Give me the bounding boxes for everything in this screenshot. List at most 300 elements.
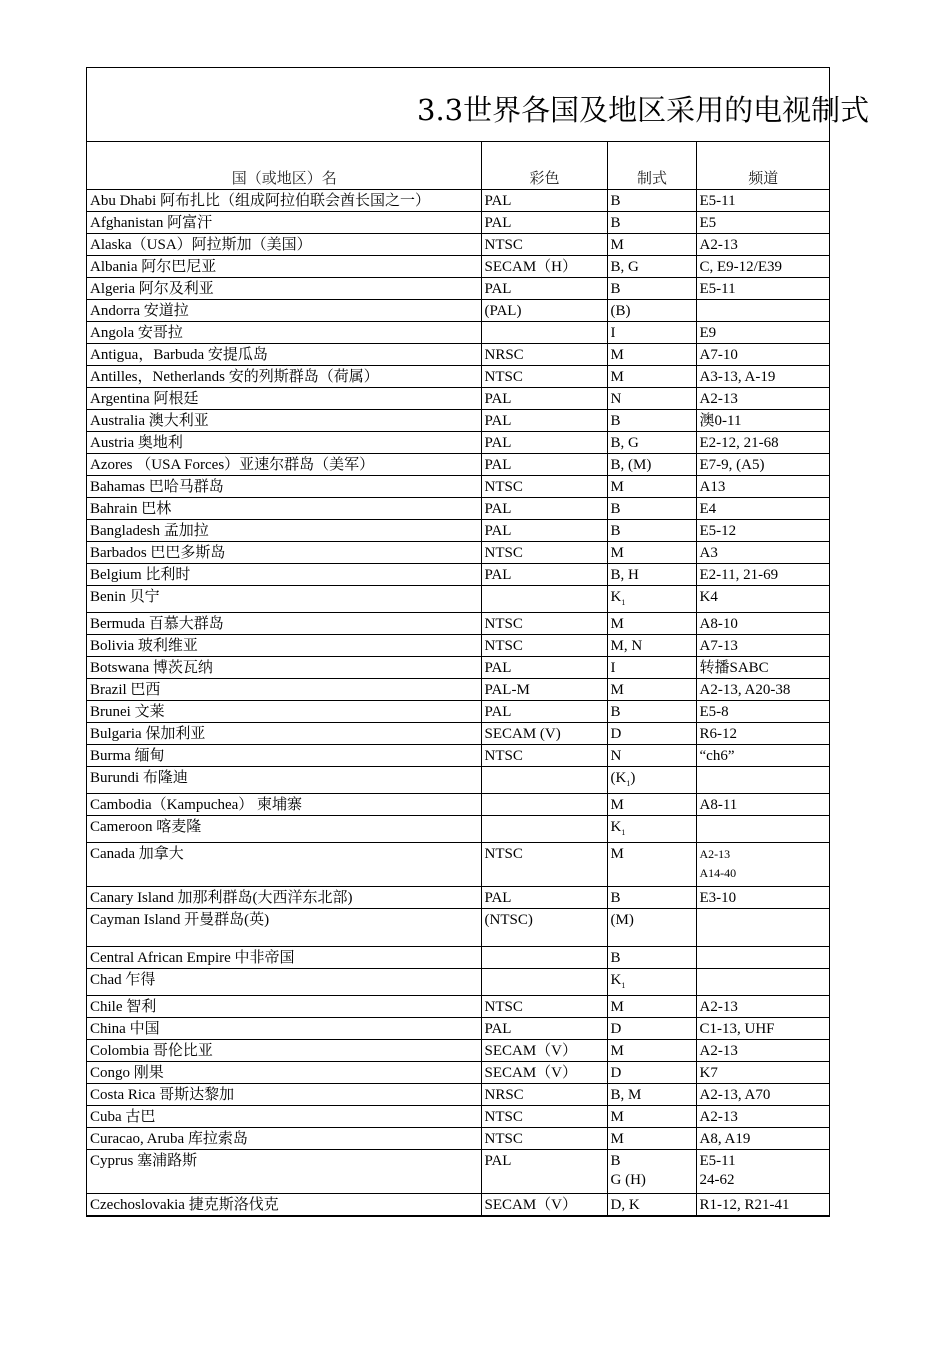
- cell-channel: [696, 815, 829, 842]
- cell-channel: [696, 842, 829, 886]
- cell-channel: [696, 700, 829, 722]
- cell-system: [607, 1017, 696, 1039]
- cell-country: [87, 612, 481, 634]
- cell-text: Cayman Island 开曼群岛(英): [90, 911, 270, 928]
- cell-system: [607, 908, 696, 946]
- cell-text: M: [610, 1108, 624, 1125]
- cell-text: A8, A19: [699, 1130, 751, 1147]
- cell-text: N: [610, 747, 622, 764]
- cell-system: [607, 563, 696, 585]
- cell-channel: [696, 1127, 829, 1149]
- cell-color: [481, 815, 607, 842]
- cell-text: E2-12, 21-68: [699, 434, 779, 451]
- cell-text: (M): [610, 911, 634, 928]
- cell-system: [607, 722, 696, 744]
- cell-country: [87, 968, 481, 995]
- table-row: [87, 453, 829, 475]
- cell-text: A8-10: [699, 615, 738, 632]
- cell-color: [481, 387, 607, 409]
- cell-country: [87, 387, 481, 409]
- cell-country: [87, 634, 481, 656]
- cell-color: [481, 1017, 607, 1039]
- cell-text: A2-13: [699, 236, 738, 253]
- cell-system: [607, 1039, 696, 1061]
- cell-text: Czechoslovakia 捷克斯洛伐克: [90, 1196, 279, 1213]
- cell-text: (NTSC): [484, 911, 533, 928]
- cell-text: K4: [699, 588, 718, 605]
- cell-color: [481, 321, 607, 343]
- cell-text: B: [610, 192, 621, 209]
- cell-system: [607, 842, 696, 886]
- table-row: [87, 744, 829, 766]
- cell-color: [481, 886, 607, 908]
- cell-channel: [696, 585, 829, 612]
- cell-text: R1-12, R21-41: [699, 1196, 790, 1213]
- cell-system: [607, 968, 696, 995]
- table-row: [87, 678, 829, 700]
- table-row: [87, 277, 829, 299]
- cell-text: PAL: [484, 456, 512, 473]
- cell-system: [607, 277, 696, 299]
- cell-color: [481, 497, 607, 519]
- cell-system: [607, 1105, 696, 1127]
- table-row: [87, 585, 829, 612]
- cell-color: [481, 700, 607, 722]
- cell-text: A2-13: [699, 846, 731, 861]
- cell-channel: [696, 343, 829, 365]
- cell-text: NTSC: [484, 637, 523, 654]
- cell-text: N: [610, 390, 622, 407]
- cell-text: B: [610, 280, 621, 297]
- cell-text: A2-13: [699, 998, 738, 1015]
- cell-channel: [696, 321, 829, 343]
- cell-country: [87, 409, 481, 431]
- cell-text: E3-10: [699, 889, 737, 906]
- cell-channel: [696, 365, 829, 387]
- cell-country: [87, 1193, 481, 1215]
- cell-text: Brunei 文莱: [90, 703, 165, 720]
- cell-country: [87, 1061, 481, 1083]
- cell-country: [87, 343, 481, 365]
- table-row: [87, 1105, 829, 1127]
- cell-country: [87, 678, 481, 700]
- cell-country: [87, 1039, 481, 1061]
- cell-text: Angola 安哥拉: [90, 324, 183, 341]
- table-row: [87, 722, 829, 744]
- cell-system: [607, 1193, 696, 1215]
- cell-text: Colombia 哥伦比亚: [90, 1042, 213, 1059]
- cell-system: [607, 475, 696, 497]
- cell-text: E5-12: [699, 522, 737, 539]
- cell-text: B: [610, 949, 621, 966]
- cell-text: PAL: [484, 192, 512, 209]
- cell-text: A2-13, A20-38: [699, 681, 791, 698]
- cell-country: [87, 722, 481, 744]
- cell-text: Costa Rica 哥斯达黎加: [90, 1086, 235, 1103]
- cell-country: [87, 189, 481, 211]
- cell-text: M: [610, 681, 624, 698]
- cell-color: [481, 842, 607, 886]
- cell-text: Central African Empire 中非帝国: [90, 949, 295, 966]
- table-row: [87, 700, 829, 722]
- cell-country: [87, 842, 481, 886]
- cell-text: Cuba 古巴: [90, 1108, 156, 1125]
- title-row: [87, 68, 870, 142]
- cell-color: [481, 995, 607, 1017]
- cell-text: A14-40: [699, 865, 737, 880]
- cell-channel: [696, 475, 829, 497]
- table-row: [87, 1149, 829, 1193]
- cell-channel: [696, 453, 829, 475]
- cell-channel: [696, 678, 829, 700]
- cell-country: [87, 995, 481, 1017]
- cell-channel: [696, 189, 829, 211]
- cell-text: K: [610, 818, 622, 835]
- cell-text: PAL: [484, 566, 512, 583]
- cell-text: K7: [699, 1064, 718, 1081]
- cell-country: [87, 475, 481, 497]
- cell-text: Belgium 比利时: [90, 566, 191, 583]
- cell-text: SECAM (V): [484, 725, 561, 742]
- cell-text: NTSC: [484, 615, 523, 632]
- cell-channel: [696, 299, 829, 321]
- table-row: [87, 365, 829, 387]
- cell-text: (PAL): [484, 302, 522, 319]
- table-header-row: [87, 142, 829, 189]
- cell-text: B, G: [610, 258, 639, 275]
- table-row: [87, 842, 829, 886]
- cell-text: B: [610, 214, 621, 231]
- cell-text: M: [610, 236, 624, 253]
- cell-system: [607, 255, 696, 277]
- cell-channel: [696, 1083, 829, 1105]
- cell-text: M, N: [610, 637, 643, 654]
- cell-system: [607, 1083, 696, 1105]
- cell-channel: [696, 766, 829, 793]
- table-row: [87, 255, 829, 277]
- cell-text: Cambodia（Kampuchea） 柬埔寨: [90, 796, 303, 813]
- cell-system: [607, 793, 696, 815]
- table-row: [87, 233, 829, 255]
- cell-text: Bangladesh 孟加拉: [90, 522, 209, 539]
- cell-text: NTSC: [484, 544, 523, 561]
- cell-color: [481, 678, 607, 700]
- table-row: [87, 409, 829, 431]
- cell-text: M: [610, 998, 624, 1015]
- cell-system: [607, 1061, 696, 1083]
- cell-system: [607, 299, 696, 321]
- cell-system: [607, 497, 696, 519]
- cell-country: [87, 519, 481, 541]
- cell-text: SECAM（V）: [484, 1196, 578, 1213]
- cell-text: A7-10: [699, 346, 738, 363]
- cell-color: [481, 299, 607, 321]
- cell-text: Antigua，Barbuda 安提瓜岛: [90, 346, 268, 363]
- cell-text: D: [610, 1064, 622, 1081]
- cell-text: PAL: [484, 703, 512, 720]
- cell-text: Bermuda 百慕大群岛: [90, 615, 224, 632]
- cell-text: PAL: [484, 412, 512, 429]
- table-row: [87, 612, 829, 634]
- cell-system: [607, 656, 696, 678]
- cell-text: NRSC: [484, 346, 524, 363]
- cell-channel: [696, 995, 829, 1017]
- subscript: 1: [621, 980, 626, 990]
- cell-text: Curacao, Aruba 库拉索岛: [90, 1130, 248, 1147]
- cell-text: Bahamas 巴哈马群岛: [90, 478, 224, 495]
- cell-text: PAL-M: [484, 681, 530, 698]
- cell-color: [481, 946, 607, 968]
- cell-channel: [696, 409, 829, 431]
- cell-text: A3-13, A-19: [699, 368, 776, 385]
- cell-system: [607, 541, 696, 563]
- cell-text: A2-13: [699, 1108, 738, 1125]
- cell-text: Congo 刚果: [90, 1064, 164, 1081]
- cell-text: A2-13, A70: [699, 1086, 771, 1103]
- cell-system: [607, 634, 696, 656]
- cell-text: M: [610, 1130, 624, 1147]
- cell-channel: [696, 886, 829, 908]
- table-row: [87, 1083, 829, 1105]
- table-row: [87, 299, 829, 321]
- cell-system: [607, 321, 696, 343]
- cell-system: [607, 612, 696, 634]
- cell-channel: [696, 1105, 829, 1127]
- spreadsheet: [86, 67, 870, 1217]
- cell-country: [87, 1127, 481, 1149]
- cell-system: [607, 387, 696, 409]
- cell-system: [607, 886, 696, 908]
- cell-text: B, M: [610, 1086, 642, 1103]
- cell-system: [607, 519, 696, 541]
- cell-channel: [696, 612, 829, 634]
- cell-channel: [696, 1039, 829, 1061]
- cell-country: [87, 277, 481, 299]
- cell-text: NRSC: [484, 1086, 524, 1103]
- cell-country: [87, 1017, 481, 1039]
- cell-text: A8-11: [699, 796, 738, 813]
- cell-channel: [696, 968, 829, 995]
- cell-text: Brazil 巴西: [90, 681, 161, 698]
- cell-text: B, (M): [610, 456, 652, 473]
- cell-text: G (H): [610, 1171, 646, 1188]
- cell-text: E5-11: [699, 192, 736, 209]
- subscript: 1: [621, 597, 626, 607]
- table-row: [87, 1039, 829, 1061]
- cell-color: [481, 563, 607, 585]
- cell-text: Bolivia 玻利维亚: [90, 637, 198, 654]
- table-row: [87, 908, 829, 946]
- cell-color: [481, 1149, 607, 1193]
- cell-text: SECAM（H）: [484, 258, 578, 275]
- table-row: [87, 211, 829, 233]
- subscript: 1: [621, 827, 626, 837]
- cell-text: Chile 智利: [90, 998, 157, 1015]
- cell-channel: [696, 722, 829, 744]
- cell-text: PAL: [484, 889, 512, 906]
- cell-system: [607, 815, 696, 842]
- cell-channel: [696, 519, 829, 541]
- header-channel: 频道: [696, 142, 829, 189]
- cell-system: [607, 431, 696, 453]
- cell-color: [481, 475, 607, 497]
- table-row: [87, 189, 829, 211]
- cell-text: E9: [699, 324, 717, 341]
- cell-text: Afghanistan 阿富汗: [90, 214, 213, 231]
- cell-system: [607, 343, 696, 365]
- cell-text: M: [610, 796, 624, 813]
- cell-text: M: [610, 615, 624, 632]
- cell-system: [607, 453, 696, 475]
- cell-text: PAL: [484, 659, 512, 676]
- cell-channel: [696, 946, 829, 968]
- cell-text: NTSC: [484, 236, 523, 253]
- cell-color: [481, 766, 607, 793]
- cell-text: Cyprus 塞浦路斯: [90, 1152, 198, 1169]
- cell-text: NTSC: [484, 1108, 523, 1125]
- cell-country: [87, 299, 481, 321]
- cell-system: [607, 189, 696, 211]
- cell-text: PAL: [484, 522, 512, 539]
- cell-text: ): [630, 769, 636, 786]
- cell-color: [481, 409, 607, 431]
- cell-text: Chad 乍得: [90, 971, 156, 988]
- cell-text: E2-11, 21-69: [699, 566, 779, 583]
- table-row: [87, 815, 829, 842]
- cell-text: C, E9-12/E39: [699, 258, 782, 275]
- cell-country: [87, 1149, 481, 1193]
- table-row: [87, 886, 829, 908]
- cell-text: M: [610, 544, 624, 561]
- cell-text: B: [610, 1152, 621, 1169]
- table-row: [87, 541, 829, 563]
- header-color: 彩色: [481, 142, 607, 189]
- cell-text: I: [610, 324, 616, 341]
- subscript: 1: [626, 778, 631, 788]
- cell-text: A13: [699, 478, 726, 495]
- cell-country: [87, 656, 481, 678]
- cell-text: D: [610, 1020, 622, 1037]
- cell-text: Austria 奥地利: [90, 434, 183, 451]
- cell-channel: [696, 1017, 829, 1039]
- cell-text: PAL: [484, 500, 512, 517]
- cell-text: Barbados 巴巴多斯岛: [90, 544, 226, 561]
- cell-text: A2-13: [699, 1042, 738, 1059]
- table-row: [87, 995, 829, 1017]
- cell-color: [481, 744, 607, 766]
- cell-country: [87, 431, 481, 453]
- cell-color: [481, 1061, 607, 1083]
- cell-text: Canada 加拿大: [90, 845, 184, 862]
- cell-text: A7-13: [699, 637, 738, 654]
- table-row: [87, 766, 829, 793]
- cell-text: D: [610, 725, 622, 742]
- cell-color: [481, 1083, 607, 1105]
- cell-color: [481, 634, 607, 656]
- cell-system: [607, 233, 696, 255]
- cell-text: Albania 阿尔巴尼亚: [90, 258, 217, 275]
- table-row: [87, 1127, 829, 1149]
- cell-text: SECAM（V）: [484, 1064, 578, 1081]
- cell-country: [87, 453, 481, 475]
- table-row: [87, 656, 829, 678]
- cell-country: [87, 1083, 481, 1105]
- cell-text: E5-8: [699, 703, 729, 720]
- table-row: [87, 563, 829, 585]
- table-row: [87, 634, 829, 656]
- cell-text: NTSC: [484, 998, 523, 1015]
- cell-text: Antilles，Netherlands 安的列斯群岛（荷属）: [90, 368, 379, 385]
- cell-text: M: [610, 845, 624, 862]
- cell-country: [87, 255, 481, 277]
- cell-channel: [696, 1193, 829, 1215]
- cell-country: [87, 700, 481, 722]
- cell-text: Australia 澳大利亚: [90, 412, 209, 429]
- cell-country: [87, 766, 481, 793]
- cell-text: NTSC: [484, 747, 523, 764]
- cell-text: B: [610, 889, 621, 906]
- cell-color: [481, 1039, 607, 1061]
- cell-system: [607, 409, 696, 431]
- table-row: [87, 946, 829, 968]
- cell-text: PAL: [484, 1020, 512, 1037]
- cell-text: E5: [699, 214, 717, 231]
- cell-text: “ch6”: [699, 747, 735, 764]
- cell-color: [481, 519, 607, 541]
- cell-country: [87, 744, 481, 766]
- cell-system: [607, 678, 696, 700]
- cell-system: [607, 211, 696, 233]
- cell-country: [87, 233, 481, 255]
- cell-text: Canary Island 加那利群岛(大西洋东北部): [90, 889, 353, 906]
- cell-system: [607, 700, 696, 722]
- cell-country: [87, 497, 481, 519]
- cell-text: PAL: [484, 434, 512, 451]
- cell-country: [87, 541, 481, 563]
- cell-country: [87, 365, 481, 387]
- cell-text: B, G: [610, 434, 639, 451]
- table-row: [87, 497, 829, 519]
- cell-channel: [696, 793, 829, 815]
- cell-text: (B): [610, 302, 631, 319]
- cell-text: Botswana 博茨瓦纳: [90, 659, 213, 676]
- cell-color: [481, 233, 607, 255]
- cell-text: E4: [699, 500, 717, 517]
- table-row: [87, 519, 829, 541]
- cell-channel: [696, 1149, 829, 1193]
- cell-system: [607, 946, 696, 968]
- cell-text: Bahrain 巴林: [90, 500, 172, 517]
- table-row: [87, 968, 829, 995]
- cell-color: [481, 1105, 607, 1127]
- cell-system: [607, 365, 696, 387]
- cell-system: [607, 1149, 696, 1193]
- cell-text: SECAM（V）: [484, 1042, 578, 1059]
- cell-text: K: [610, 588, 622, 605]
- cell-channel: [696, 497, 829, 519]
- cell-color: [481, 793, 607, 815]
- cell-text: Azores （USA Forces）亚速尔群岛（美军）: [90, 456, 375, 473]
- cell-country: [87, 211, 481, 233]
- cell-country: [87, 946, 481, 968]
- cell-color: [481, 1193, 607, 1215]
- cell-text: Benin 贝宁: [90, 588, 160, 605]
- cell-text: Burma 缅甸: [90, 747, 165, 764]
- cell-color: [481, 365, 607, 387]
- table-row: [87, 1061, 829, 1083]
- cell-text: 24-62: [699, 1171, 735, 1188]
- cell-text: Bulgaria 保加利亚: [90, 725, 206, 742]
